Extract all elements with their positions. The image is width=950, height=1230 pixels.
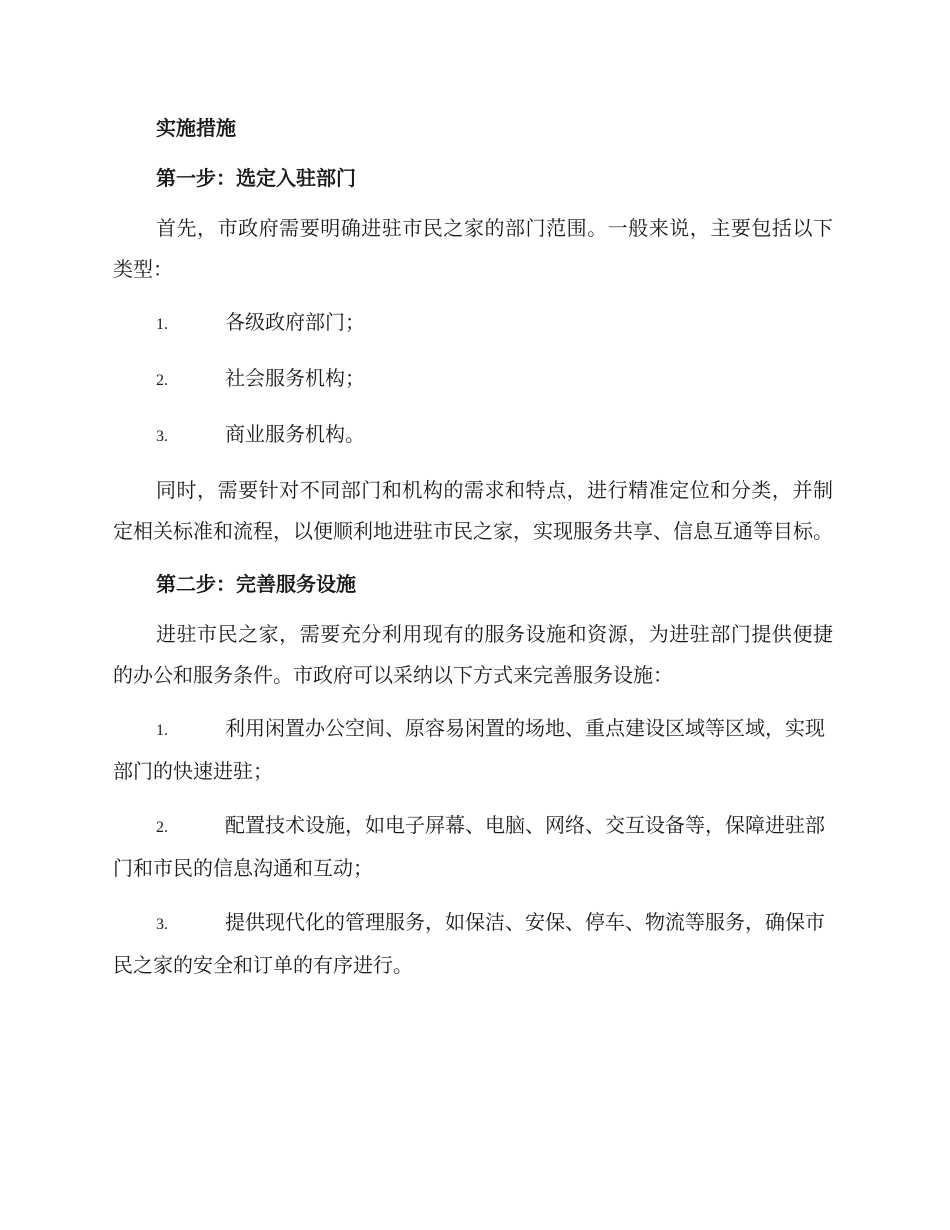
list-text: 商业服务机构。 (225, 422, 365, 446)
list-number: 2. (156, 372, 168, 389)
list-number: 1. (156, 316, 168, 333)
list-item (113, 302, 833, 345)
step1-heading: 第一步：选定入驻部门 (156, 166, 356, 190)
list-number: 2. (156, 819, 168, 836)
list-text: 利用闲置办公空间、原容易闲置的场地、重点建设区域等区域，实现部门的快速进驻； (113, 716, 825, 783)
list-number: 3. (156, 428, 168, 445)
list-text: 提供现代化的管理服务，如保洁、安保、停车、物流等服务，确保市民之家的安全和订单的有序进行。 (113, 910, 825, 977)
step1-outro-paragraph: 同时，需要针对不同部门和机构的需求和特点，进行精准定位和分类，并制定相关标准和流程，以便顺利地进驻市民之家，实现服务共享、信息互通等目标。 (113, 478, 833, 543)
list-text: 社会服务机构； (225, 366, 365, 390)
list-text: 配置技术设施，如电子屏幕、电脑、网络、交互设备等，保障进驻部门和市民的信息沟通和互动； (113, 813, 825, 880)
step1-intro-paragraph: 首先，市政府需要明确进驻市民之家的部门范围。一般来说，主要包括以下类型： (113, 216, 833, 281)
list-item (113, 358, 833, 401)
list-item (113, 708, 833, 792)
list-item (113, 902, 833, 986)
list-number: 1. (156, 722, 168, 739)
document-page (113, 108, 833, 999)
list-number: 3. (156, 916, 168, 933)
list-item (113, 805, 833, 889)
step2-heading: 第二步：完善服务设施 (156, 572, 356, 596)
step2-intro-paragraph: 进驻市民之家，需要充分利用现有的服务设施和资源，为进驻部门提供便捷的办公和服务条件。市政府可以采纳以下方式来完善服务设施： (113, 622, 833, 687)
list-item (113, 414, 833, 457)
list-text: 各级政府部门； (225, 310, 365, 334)
section-title: 实施措施 (156, 116, 236, 140)
